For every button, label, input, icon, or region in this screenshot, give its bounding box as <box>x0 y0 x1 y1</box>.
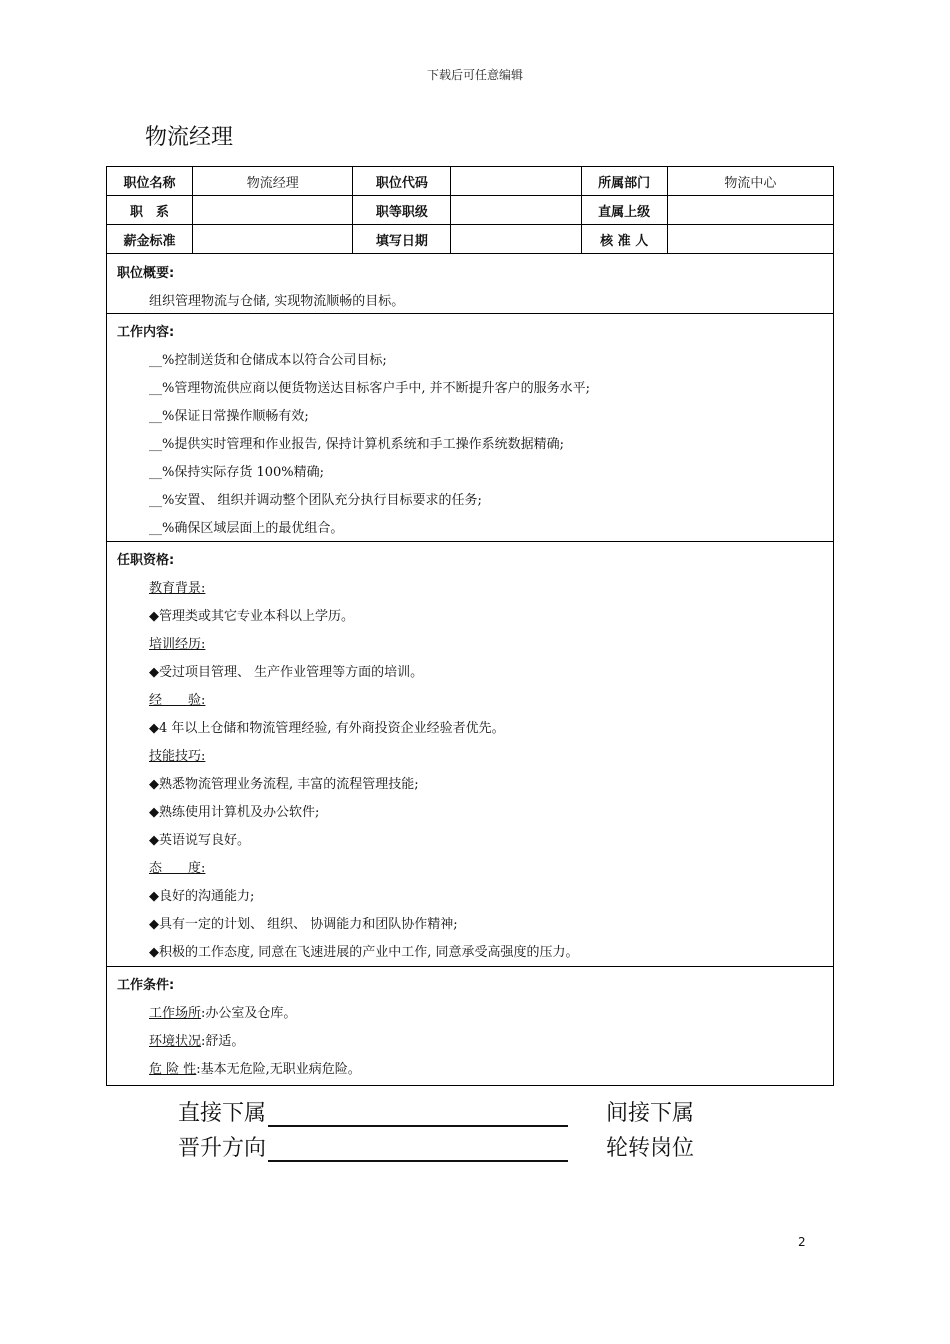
job-family-value <box>193 196 353 225</box>
qualifications-heading: 任职资格: <box>117 553 175 568</box>
direct-supervisor-label: 直属上级 <box>581 196 667 225</box>
qualifications-section <box>106 541 834 967</box>
list-item: __%管理物流供应商以便货物送达目标客户手中, 并不断提升客户的服务水平; <box>149 381 590 396</box>
approver-label: 核 准 人 <box>581 225 667 254</box>
promotion-blank <box>268 1140 568 1162</box>
salary-standard-value <box>193 225 353 254</box>
list-item: ◆熟练使用计算机及办公软件; <box>149 805 320 820</box>
skills-label: 技能技巧: <box>149 749 206 764</box>
job-family-label: 职 系 <box>107 196 193 225</box>
environment-line <box>149 1030 244 1049</box>
direct-subordinate-field <box>178 1096 568 1127</box>
promotion-field <box>178 1131 568 1162</box>
experience-text: ◆4 年以上仓储和物流管理经验, 有外商投资企业经验者优先。 <box>149 721 505 736</box>
position-name-value: 物流经理 <box>193 167 353 196</box>
education-text: ◆管理类或其它专业本科以上学历。 <box>149 609 354 624</box>
list-item: __%保持实际存货 100%精确; <box>149 465 325 480</box>
direct-supervisor-value <box>667 196 833 225</box>
work-place-line <box>149 1002 296 1021</box>
list-item: ◆积极的工作态度, 同意在飞速进展的产业中工作, 同意承受高强度的压力。 <box>149 945 579 960</box>
work-place-value: :办公室及仓库。 <box>201 1006 297 1021</box>
promotion-label: 晋升方向 <box>178 1136 267 1161</box>
table-row <box>107 196 834 225</box>
list-item: __%保证日常操作顺畅有效; <box>149 409 309 424</box>
training-text: ◆受过项目管理、 生产作业管理等方面的培训。 <box>149 665 424 680</box>
environment-value: :舒适。 <box>201 1034 245 1049</box>
list-item: ◆良好的沟通能力; <box>149 889 255 904</box>
attitude-label: 态 度: <box>149 861 206 876</box>
fill-date-value <box>451 225 581 254</box>
position-info-table <box>106 166 834 254</box>
indirect-subordinate-label: 间接下属 <box>606 1101 695 1126</box>
table-row <box>107 167 834 196</box>
duties-section <box>106 313 834 542</box>
education-label: 教育背景: <box>149 581 206 596</box>
overview-heading: 职位概要: <box>117 266 175 281</box>
approver-value <box>667 225 833 254</box>
document-title: 物流经理 <box>145 125 234 150</box>
direct-subordinate-label: 直接下属 <box>178 1101 267 1126</box>
position-name-label: 职位名称 <box>107 167 193 196</box>
conditions-heading: 工作条件: <box>117 978 175 993</box>
risk-value: :基本无危险,无职业病危险。 <box>196 1062 361 1077</box>
department-value: 物流中心 <box>667 167 833 196</box>
list-item: __%安置、 组织并调动整个团队充分执行目标要求的任务; <box>149 493 482 508</box>
overview-section <box>106 254 834 314</box>
rotation-label: 轮转岗位 <box>606 1136 695 1161</box>
list-item: ◆熟悉物流管理业务流程, 丰富的流程管理技能; <box>149 777 419 792</box>
training-label: 培训经历: <box>149 637 206 652</box>
risk-line <box>149 1058 361 1077</box>
list-item: __%提供实时管理和作业报告, 保持计算机系统和手工操作系统数据精确; <box>149 437 564 452</box>
department-label: 所属部门 <box>581 167 667 196</box>
salary-standard-label: 薪金标准 <box>107 225 193 254</box>
table-row <box>107 225 834 254</box>
page-number: 2 <box>798 1235 806 1249</box>
position-code-value <box>451 167 581 196</box>
overview-text: 组织管理物流与仓储, 实现物流顺畅的目标。 <box>149 294 405 309</box>
list-item: __%确保区域层面上的最优组合。 <box>149 521 344 536</box>
work-place-label: 工作场所 <box>149 1006 202 1021</box>
conditions-section <box>106 966 834 1086</box>
grade-level-value <box>451 196 581 225</box>
experience-label: 经 验: <box>149 693 206 708</box>
duties-heading: 工作内容: <box>117 325 175 340</box>
page-header-note: 下载后可任意编辑 <box>426 68 523 82</box>
risk-label: 危 险 性 <box>149 1062 197 1077</box>
fill-date-label: 填写日期 <box>353 225 451 254</box>
grade-level-label: 职等职级 <box>353 196 451 225</box>
direct-subordinate-blank <box>268 1105 568 1127</box>
environment-label: 环境状况 <box>149 1034 202 1049</box>
list-item: __%控制送货和仓储成本以符合公司目标; <box>149 353 387 368</box>
position-code-label: 职位代码 <box>353 167 451 196</box>
list-item: ◆具有一定的计划、 组织、 协调能力和团队协作精神; <box>149 917 458 932</box>
list-item: ◆英语说写良好。 <box>149 833 250 848</box>
